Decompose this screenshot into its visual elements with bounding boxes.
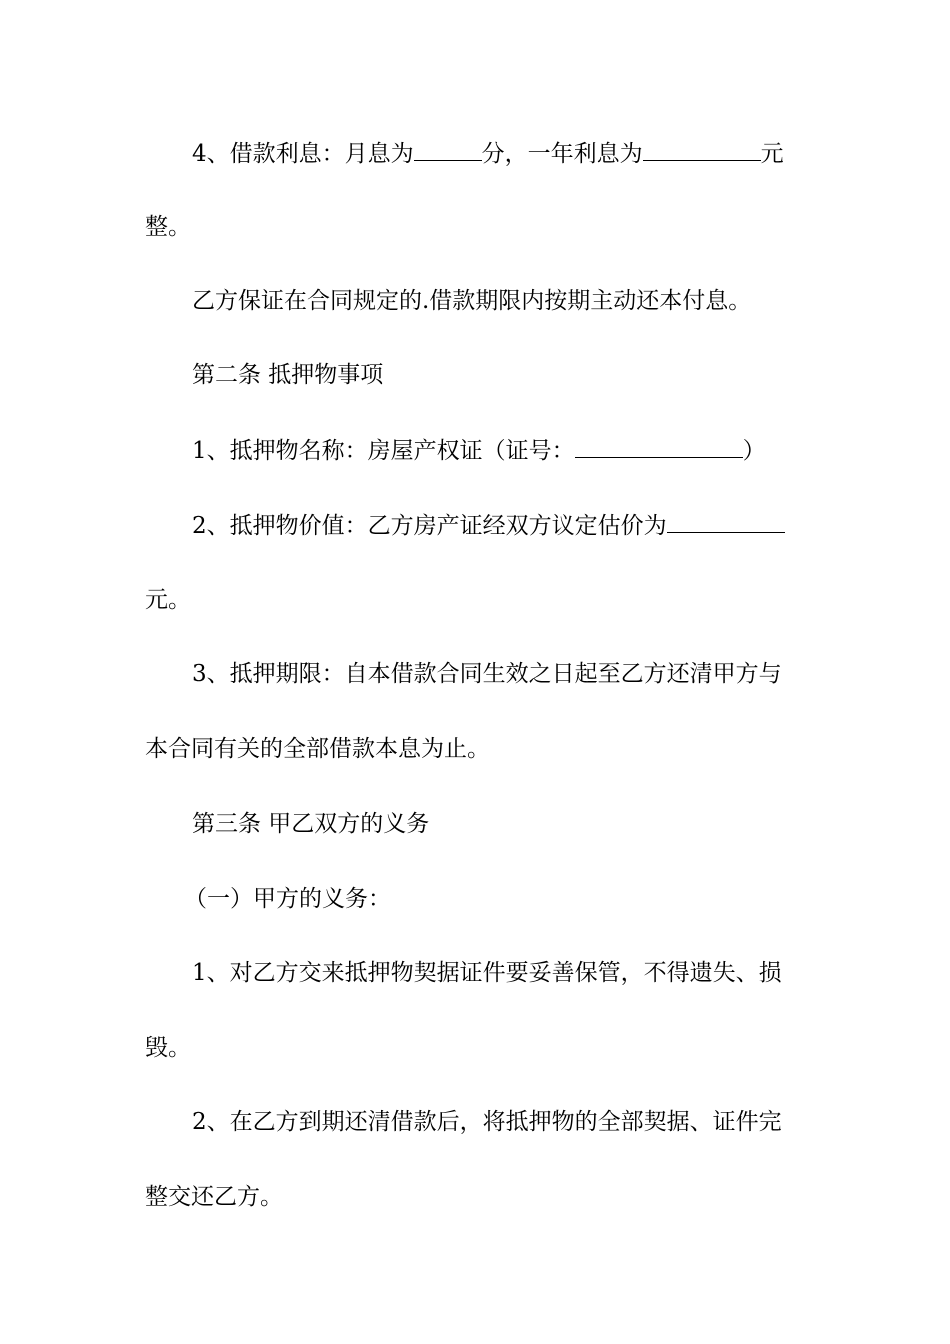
monthly-interest-blank xyxy=(414,138,482,161)
valuation-blank xyxy=(667,510,785,533)
collateral-value-end: 元。 xyxy=(145,587,191,613)
mortgage-term-clause: 3、抵押期限：自本借款合同生效之日起至乙方还清甲方与 xyxy=(192,661,782,687)
collateral-name-text: 1、抵押物名称：房屋产权证（证号： xyxy=(192,438,575,464)
collateral-name-close: ） xyxy=(742,438,766,464)
interest-clause-end: 整。 xyxy=(145,214,191,240)
interest-clause-unit: 元 xyxy=(760,141,784,167)
interest-clause-mid: 分，一年利息为 xyxy=(481,141,643,167)
collateral-value-clause xyxy=(192,510,785,540)
collateral-name-clause xyxy=(192,435,766,465)
interest-clause-text: 4、借款利息：月息为 xyxy=(192,141,414,167)
interest-clause xyxy=(192,138,784,168)
mortgage-term-end: 本合同有关的全部借款本息为止。 xyxy=(145,736,490,762)
obligation-one: 1、对乙方交来抵押物契据证件要妥善保管，不得遗失、损 xyxy=(192,960,782,986)
obligation-two-end: 整交还乙方。 xyxy=(145,1184,283,1210)
certificate-number-blank xyxy=(575,435,743,458)
article-three-heading: 第三条 甲乙双方的义务 xyxy=(192,811,430,837)
repayment-guarantee: 乙方保证在合同规定的.借款期限内按期主动还本付息。 xyxy=(192,288,752,314)
obligation-one-end: 毁。 xyxy=(145,1035,191,1061)
annual-interest-blank xyxy=(643,138,761,161)
party-a-obligations-heading: （一）甲方的义务： xyxy=(184,886,391,912)
collateral-value-text: 2、抵押物价值：乙方房产证经双方议定估价为 xyxy=(192,513,667,539)
article-two-heading: 第二条 抵押物事项 xyxy=(192,362,384,388)
obligation-two: 2、在乙方到期还清借款后，将抵押物的全部契据、证件完 xyxy=(192,1109,782,1135)
